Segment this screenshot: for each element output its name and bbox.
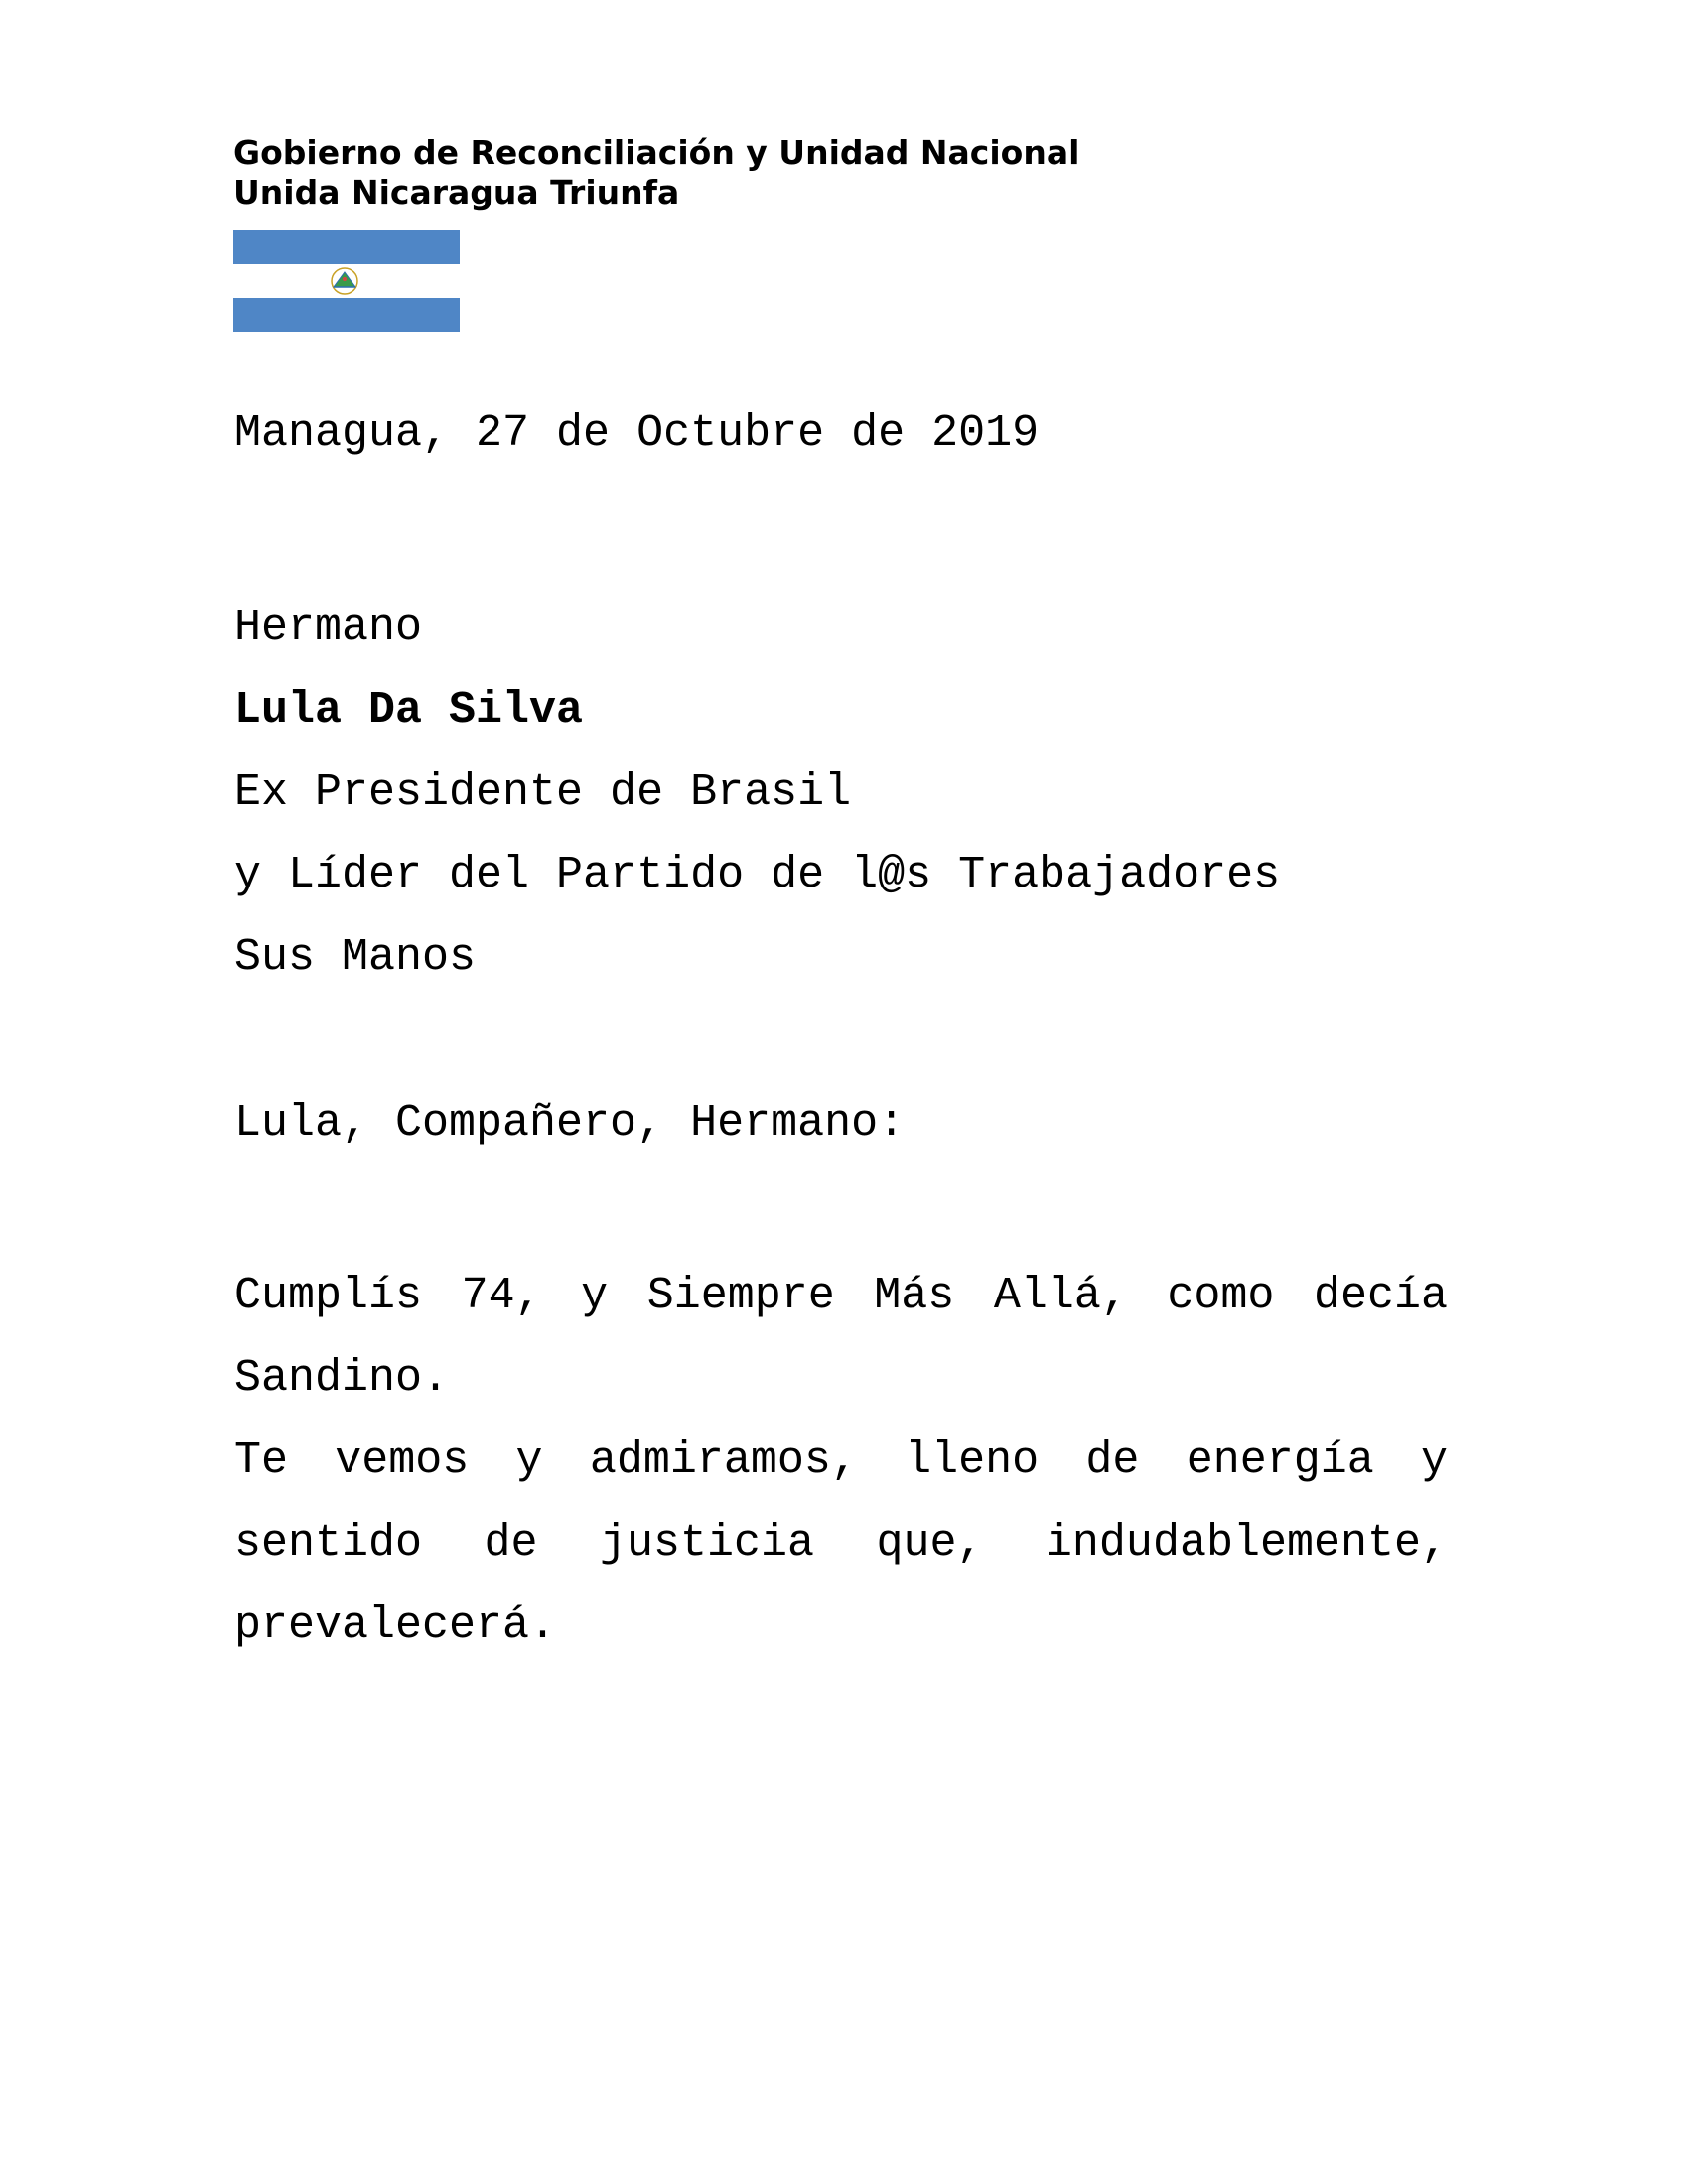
recipient-closing: Sus Manos: [234, 932, 477, 983]
nicaragua-flag-icon: [233, 230, 460, 332]
flag-top-stripe: [233, 230, 460, 264]
recipient-title: Ex Presidente de Brasil: [234, 767, 852, 818]
letter-salutation: Lula, Compañero, Hermano:: [234, 1098, 906, 1149]
recipient-role: y Líder del Partido de l@s Trabajadores: [234, 850, 1281, 900]
letterhead: [233, 133, 1079, 212]
recipient-name: Lula Da Silva: [234, 685, 584, 736]
letter-paragraph: Cumplís 74, y Siempre Más Allá, como decía Sandino.: [234, 1271, 1448, 1404]
recipient-greeting: Hermano: [234, 603, 423, 653]
letter-date: Managua, 27 de Octubre de 2019: [234, 408, 1040, 459]
letterhead-slogan: Unida Nicaragua Triunfa: [233, 173, 680, 211]
letter-paragraph: Te vemos y admiramos, lleno de energía y sentido de justicia que, indudablemente, prevalecerá.: [234, 1435, 1448, 1651]
letterhead-government-name: Gobierno de Reconciliación y Unidad Nacional: [233, 133, 1080, 172]
flag-bottom-stripe: [233, 298, 460, 332]
